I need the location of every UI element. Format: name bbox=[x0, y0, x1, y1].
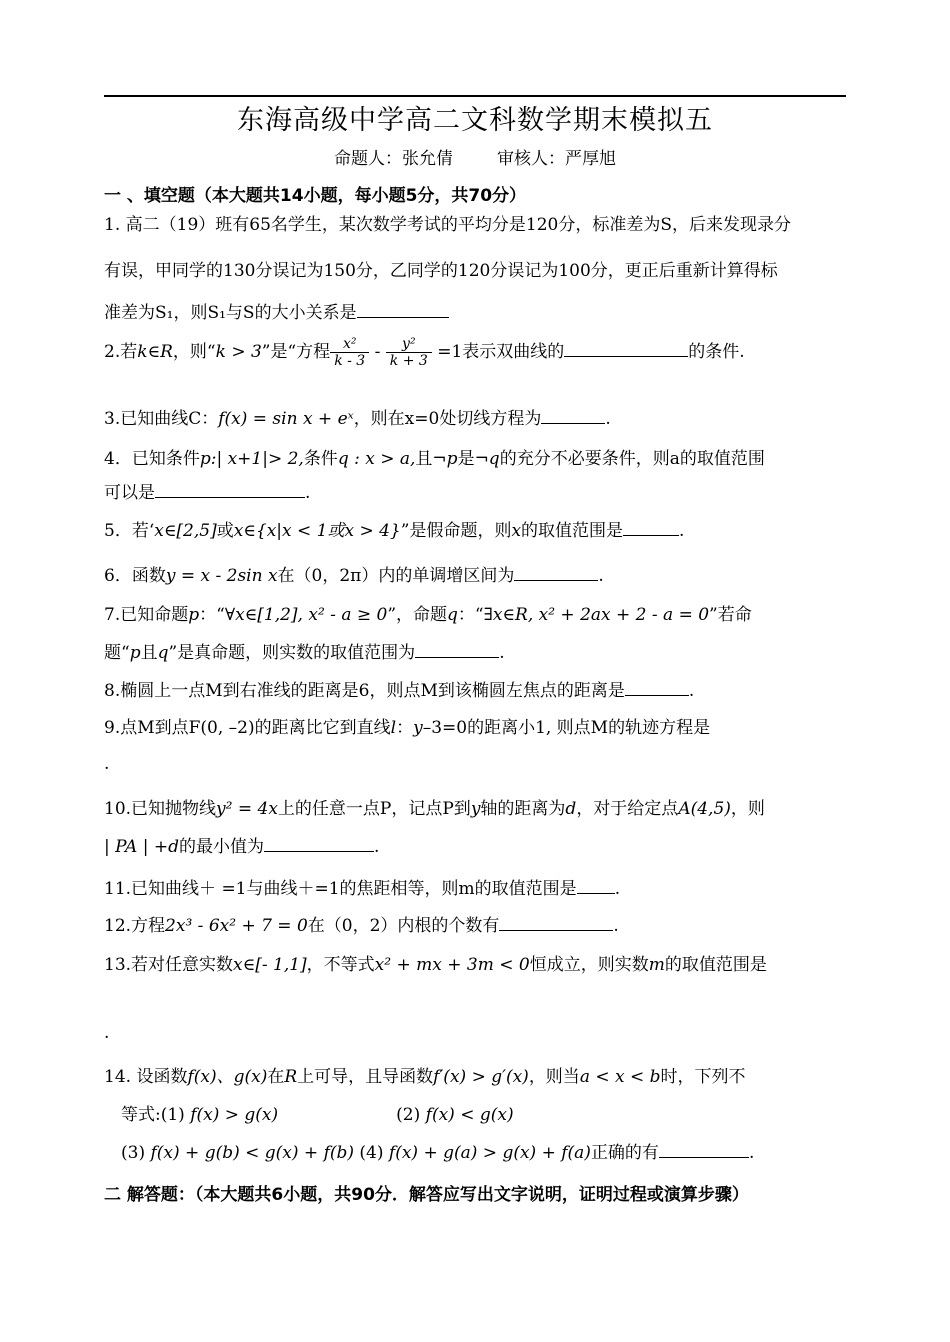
q1-line2: 有误，甲同学的130分误记为150分，乙同学的120分误记为100分，更正后重新计算得标 bbox=[104, 261, 778, 281]
q3-line: 3.已知曲线C：f(x) = sin x + eˣ，则在x=0处切线方程为 . bbox=[104, 409, 611, 429]
q6-line: 6．函数y = x - 2sin x在（0，2π）内的单调增区间为 . bbox=[104, 566, 604, 586]
q4-line1: 4．已知条件p:| x+1|> 2,条件q : x > a,且¬p是¬q的充分不必要条件，则a的取值范围 bbox=[104, 449, 765, 469]
q4-line2: 可以是 . bbox=[104, 483, 311, 503]
q5-answer-blank bbox=[623, 534, 679, 536]
q2-answer-blank bbox=[564, 355, 688, 357]
q3-answer-blank bbox=[541, 422, 605, 424]
q2-fraction-y: $\frac{\text{y²}}{k + 3}$ bbox=[386, 336, 432, 369]
q10-line2: | PA | +d的最小值为 . bbox=[104, 837, 380, 857]
q4-answer-blank bbox=[155, 496, 305, 498]
q11-answer-blank bbox=[577, 892, 615, 894]
q14-line2: 等式:(1) f(x) > g(x) (2) f(x) < g(x) bbox=[121, 1105, 514, 1125]
q9-line2: . bbox=[104, 754, 110, 774]
q1-line1: 1. 高二（19）班有65名学生，某次数学考试的平均分是120分，标准差为S，后来发现录分 bbox=[104, 215, 791, 235]
q2-line: 2.若k∈R，则“k > 3”是“方程 $\frac{\text{x²}}{k - 3}$ - $\frac{\text{y²}}{k + 3}$ =1表示双曲线的 的条件. bbox=[104, 336, 745, 369]
q11-line: 11.已知曲线＋ =1与曲线＋=1的焦距相等，则m的取值范围是 . bbox=[104, 879, 621, 899]
header-rule bbox=[104, 95, 846, 97]
q10-answer-blank bbox=[264, 850, 374, 852]
q5-line: 5．若‘x∈[2,5]或x∈{x|x < 1或x > 4}”是假命题，则x的取值范围是 . bbox=[104, 521, 685, 541]
q12-answer-blank bbox=[499, 929, 613, 931]
q14-line3: (3) f(x) + g(b) < g(x) + f(b) (4) f(x) + g(a) > g(x) + f(a)正确的有 . bbox=[121, 1143, 755, 1163]
q13-line1: 13.若对任意实数x∈[- 1,1]，不等式x² + mx + 3m < 0恒成立，则实数m的取值范围是 bbox=[104, 955, 767, 975]
section-fill-in-heading: 一 、填空题（本大题共14小题，每小题5分，共70分） bbox=[104, 186, 527, 206]
q8-line: 8.椭圆上一点M到右准线的距离是6，则点M到该椭圆左焦点的距离是 . bbox=[104, 681, 695, 701]
q13-line2: . bbox=[104, 1023, 110, 1043]
q2-fraction-x: $\frac{\text{x²}}{k - 3}$ bbox=[330, 336, 369, 369]
reviewer-name: 审核人：严厚旭 bbox=[497, 149, 616, 169]
setter-name: 命题人：张允倩 bbox=[334, 149, 453, 169]
q14-line1: 14. 设函数f(x)、g(x)在R上可导，且导函数f′(x) > g′(x)，则当a < x < b时，下列不 bbox=[104, 1067, 746, 1087]
q10-line1: 10.已知抛物线y² = 4x上的任意一点P，记点P到y轴的距离为d，对于给定点A(4,5)，则 bbox=[104, 799, 765, 819]
page-title: 东海高级中学高二文科数学期末模拟五 bbox=[237, 105, 713, 136]
q9-line1: 9.点M到点F(0, –2)的距离比它到直线l：y–3=0的距离小1, 则点M的轨迹方程是 bbox=[104, 718, 711, 738]
q14-answer-blank bbox=[659, 1156, 749, 1158]
q8-answer-blank bbox=[625, 694, 689, 696]
q12-line: 12.方程2x³ - 6x² + 7 = 0在（0，2）内根的个数有 . bbox=[104, 916, 619, 936]
section-answer-heading: 二 解答题：（本大题共6小题，共90分．解答应写出文字说明，证明过程或演算步骤） bbox=[104, 1185, 749, 1205]
q1-line3: 准差为S₁，则S₁与S的大小关系是 bbox=[104, 298, 449, 323]
q7-answer-blank bbox=[415, 656, 499, 658]
q6-answer-blank bbox=[514, 579, 598, 581]
q7-line1: 7.已知命题p：“∀x∈[1,2], x² - a ≥ 0”，命题q：“∃x∈R, x² + 2ax + 2 - a = 0”若命 bbox=[104, 605, 752, 625]
q7-line2: 题“p且q”是真命题，则实数的取值范围为 . bbox=[104, 643, 505, 663]
authors-line bbox=[0, 144, 950, 169]
q1-answer-blank bbox=[357, 316, 449, 318]
